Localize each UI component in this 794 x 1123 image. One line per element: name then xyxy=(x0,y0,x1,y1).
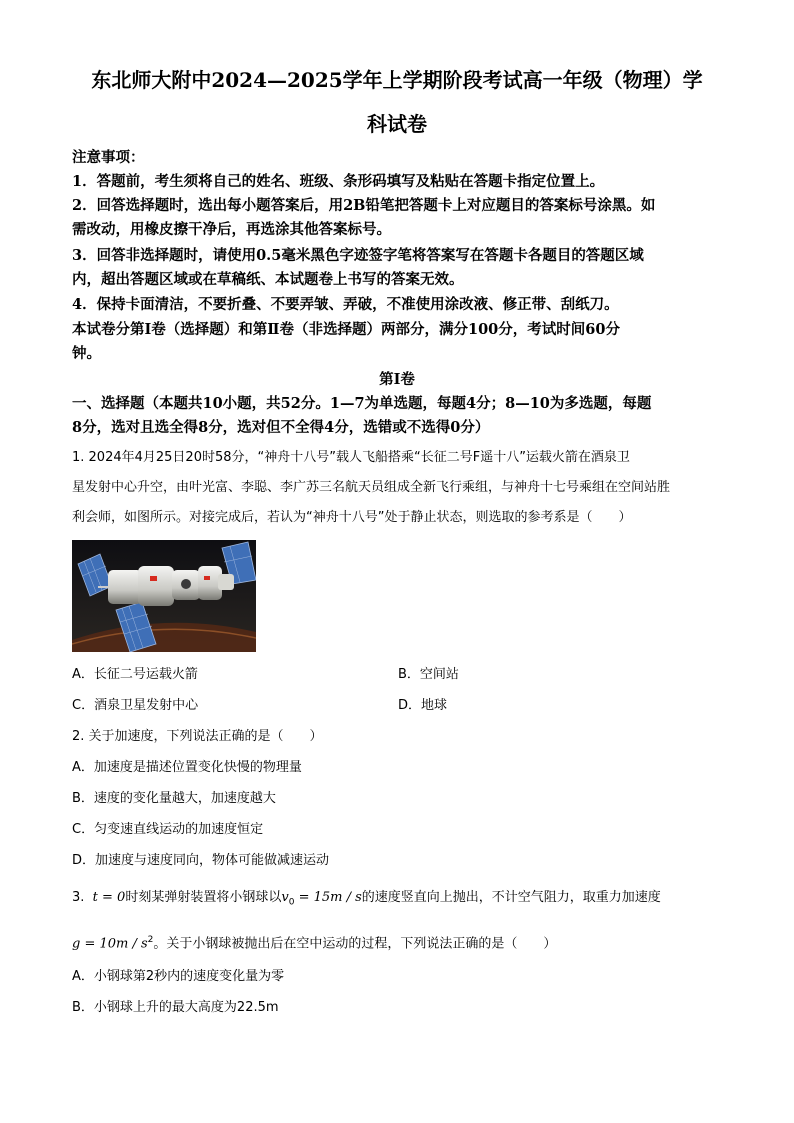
q1-stem: 1. 2024年4月25日20时58分，“神舟十八号”载人飞船搭乘“长征二号F遥十八”运载火箭在酒泉卫 xyxy=(72,450,630,465)
exam-title-line1: 东北师大附中2024—2025学年上学期阶段考试高一年级（物理）学 xyxy=(91,68,703,92)
q1-stem: 利会师，如图所示。对接完成后，若认为“神舟十八号”处于静止状态，则选取的参考系是（ ） xyxy=(72,510,632,525)
flag-icon xyxy=(150,576,157,581)
q3-option-b: B．小钢球上升的最大高度为22.5m xyxy=(72,1000,279,1015)
notice-item: 钟。 xyxy=(72,345,101,362)
q3-text: 时刻某弹射装置将小钢球以 xyxy=(125,890,282,905)
q1-stem: 星发射中心升空，由叶光富、李聪、李广苏三名航天员组成全新飞行乘组，与神舟十七号乘组在空间站胜 xyxy=(72,480,671,495)
q3-stem-line1 xyxy=(72,889,722,912)
q3-text: 的速度竖直向上抛出，不计空气阻力，取重力加速度 xyxy=(361,890,661,905)
velocity-value: = 15m / s xyxy=(294,890,362,905)
section-title: 第Ⅰ卷 xyxy=(379,371,415,388)
q1-option-c: C．酒泉卫星发射中心 xyxy=(72,698,199,713)
q1-option-d: D．地球 xyxy=(398,698,448,713)
velocity-subscript: 0 xyxy=(288,897,295,908)
notice-item: 本试卷分第Ⅰ卷（选择题）和第Ⅱ卷（非选择题）两部分，满分100分，考试时间60分 xyxy=(72,321,620,338)
notice-heading: 注意事项： xyxy=(72,149,145,166)
notice-item: 2．回答选择题时，选出每小题答案后，用2B铅笔把答题卡上对应题目的答案标号涂黑。如 xyxy=(72,197,656,214)
notice-item: 需改动，用橡皮擦干净后，再选涂其他答案标号。 xyxy=(72,221,391,238)
section-heading: 8分，选对且选全得8分，选对但不全得4分，选错或不选得0分） xyxy=(72,419,490,436)
flag-icon xyxy=(204,576,210,580)
section-heading: 一、选择题（本题共10小题，共52分。1—7为单选题，每题4分；8—10为多选题，每题 xyxy=(72,395,652,412)
q3-stem-line2 xyxy=(72,931,722,953)
q2-option-d: D．加速度与速度同向，物体可能做减速运动 xyxy=(72,853,330,868)
notice-item: 3．回答非选择题时，请使用0.5毫米黑色字迹签字笔将答案写在答题卡各题目的答题区域 xyxy=(72,247,644,264)
q2-option-b: B．速度的变化量越大，加速度越大 xyxy=(72,791,276,806)
q3-text: 。关于小钢球被抛出后在空中运动的过程，下列说法正确的是（ ） xyxy=(153,936,557,952)
q1-option-b: B．空间站 xyxy=(398,667,459,682)
q3-option-a: A．小钢球第2秒内的速度变化量为零 xyxy=(72,969,285,984)
time-expression: t = 0 xyxy=(92,890,126,905)
space-station-image xyxy=(72,540,256,652)
notice-item: 1．答题前，考生须将自己的姓名、班级、条形码填写及粘贴在答题卡指定位置上。 xyxy=(72,173,605,190)
gravity-expression: g = 10m / s xyxy=(72,936,148,952)
notice-item: 内，超出答题区域或在草稿纸、本试题卷上书写的答案无效。 xyxy=(72,271,464,288)
q2-option-c: C．匀变速直线运动的加速度恒定 xyxy=(72,822,264,837)
exam-title-line2: 科试卷 xyxy=(367,112,427,136)
q2-stem: 2. 关于加速度，下列说法正确的是（ ） xyxy=(72,729,323,744)
q1-option-a: A．长征二号运载火箭 xyxy=(72,667,198,682)
q2-option-a: A．加速度是描述位置变化快慢的物理量 xyxy=(72,760,302,775)
velocity-symbol: v xyxy=(281,890,289,905)
station-modules-icon xyxy=(98,566,234,606)
q3-number: 3. xyxy=(72,890,85,905)
notice-item: 4．保持卡面清洁，不要折叠、不要弄皱、弄破，不准使用涂改液、修正带、刮纸刀。 xyxy=(72,296,619,313)
gravity-exponent: 2 xyxy=(147,935,154,945)
